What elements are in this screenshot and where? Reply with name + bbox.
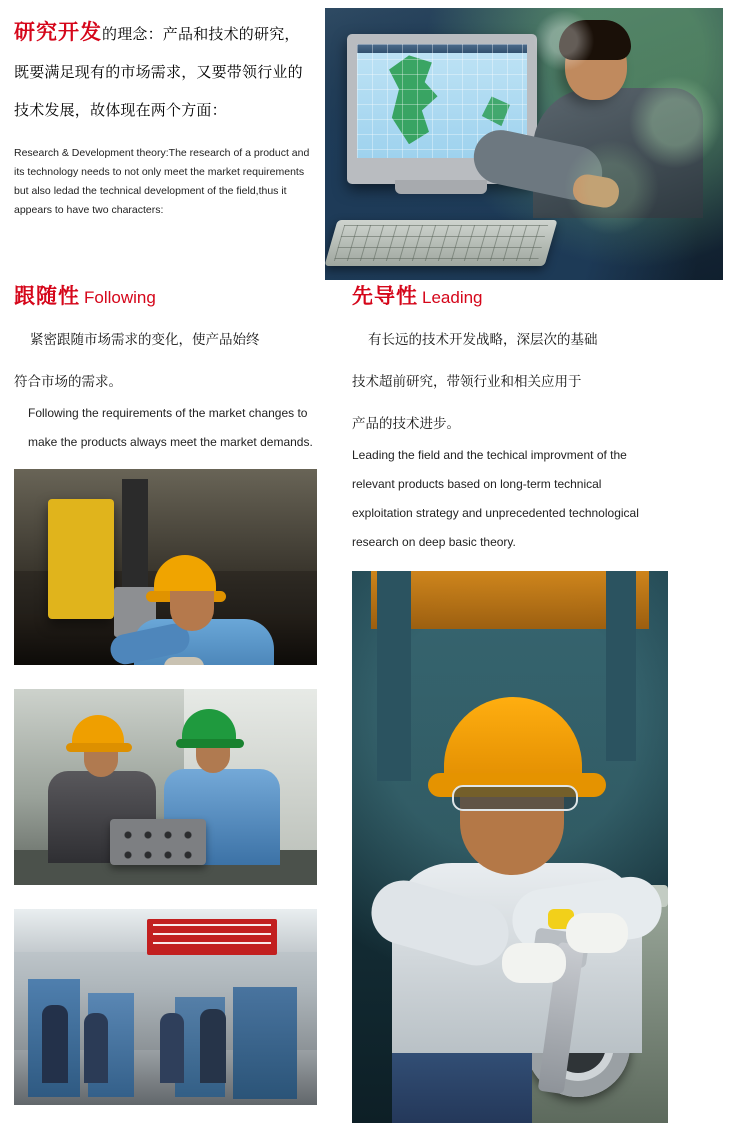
following-body-en-line-1: Following the requirements of the market changes to: [28, 406, 308, 420]
workshop-person-3: [160, 1013, 184, 1083]
column-following: [14, 282, 334, 1105]
intro-heading-rest: 的理念：产品和技术的研究，: [102, 26, 300, 43]
drill-mast: [122, 479, 148, 599]
photo-wrench-worker: [352, 571, 668, 1123]
part-holes: [118, 825, 198, 859]
machined-part: [110, 819, 206, 865]
workshop-banner: [147, 919, 277, 955]
worker-left-glove: [502, 943, 566, 983]
following-body-en-line-2: make the products always meet the market demands.: [28, 435, 313, 449]
workshop-person-4: [200, 1009, 226, 1083]
workshop-person-2: [84, 1013, 108, 1083]
hardhat-orange-brim: [66, 743, 132, 752]
photo-drilling-scene: [14, 469, 317, 665]
leading-title: [352, 282, 677, 313]
intro-english-paragraph: Research & Development theory:The research of a product and its technology needs to not only meet the market requirements but also ledad the technical development of the field,thus it appears to have two characters:: [14, 147, 310, 216]
workshop-machine-c: [233, 987, 297, 1099]
drill-machine-body: [48, 499, 114, 619]
two-column-section: [0, 282, 731, 1124]
hero-photo: [325, 8, 723, 280]
photo-two-workers-scene: [14, 689, 317, 885]
drill-worker-glove: [164, 657, 204, 665]
intro-heading-line-3: 技术发展，故体现在两个方面：: [14, 102, 227, 119]
leading-body-cn-line-2: 技术超前研究，带领行业和相关应用于: [352, 374, 582, 389]
workshop-banner-text: [153, 924, 271, 950]
following-body-cn-line-1: 紧密跟随市场需求的变化，使产品始终: [30, 332, 260, 347]
leading-body-en-line-3: exploitation strategy and unprecedented technological: [352, 506, 639, 520]
leading-body-en-line-1: Leading the field and the techical improvment of the: [352, 448, 627, 462]
leading-body-en-line-2: relevant products based on long-term technical: [352, 477, 602, 491]
intro-section: [0, 0, 731, 282]
leading-body-cn-line-3: 产品的技术进步。: [352, 416, 460, 431]
safety-glasses-icon: [452, 785, 578, 811]
photo-wrench-scene: [352, 571, 668, 1123]
following-title-cn: 跟随性: [14, 285, 80, 308]
intro-heading-highlight: 研究开发: [14, 21, 102, 44]
leading-title-cn: 先导性: [352, 285, 418, 308]
following-title: [14, 282, 334, 313]
photo-workshop: [14, 909, 317, 1105]
intro-heading-line-2: 既要满足现有的市场需求，又要带领行业的: [14, 64, 303, 81]
photo-two-workers: [14, 689, 317, 885]
photo-workshop-scene: [14, 909, 317, 1105]
bokeh-lights: [325, 8, 723, 280]
leading-title-en: Leading: [422, 288, 483, 307]
intro-heading-line-1: [14, 14, 319, 54]
hero-photo-scene: [325, 8, 723, 280]
following-title-en: Following: [84, 288, 156, 307]
column-leading: [352, 282, 677, 1123]
workshop-person-1: [42, 1005, 68, 1083]
leading-body-en-line-4: research on deep basic theory.: [352, 535, 516, 549]
hardhat-green-brim: [176, 739, 244, 748]
photo-drilling-worker: [14, 469, 317, 665]
worker-right-glove: [566, 913, 628, 953]
structure-post-right: [606, 571, 636, 761]
leading-body-cn-line-1: 有长远的技术开发战略，深层次的基础: [368, 332, 598, 347]
structure-post-left: [377, 571, 411, 781]
following-body-cn-line-2: 符合市场的需求。: [14, 374, 122, 389]
intro-text-block: [14, 14, 319, 220]
